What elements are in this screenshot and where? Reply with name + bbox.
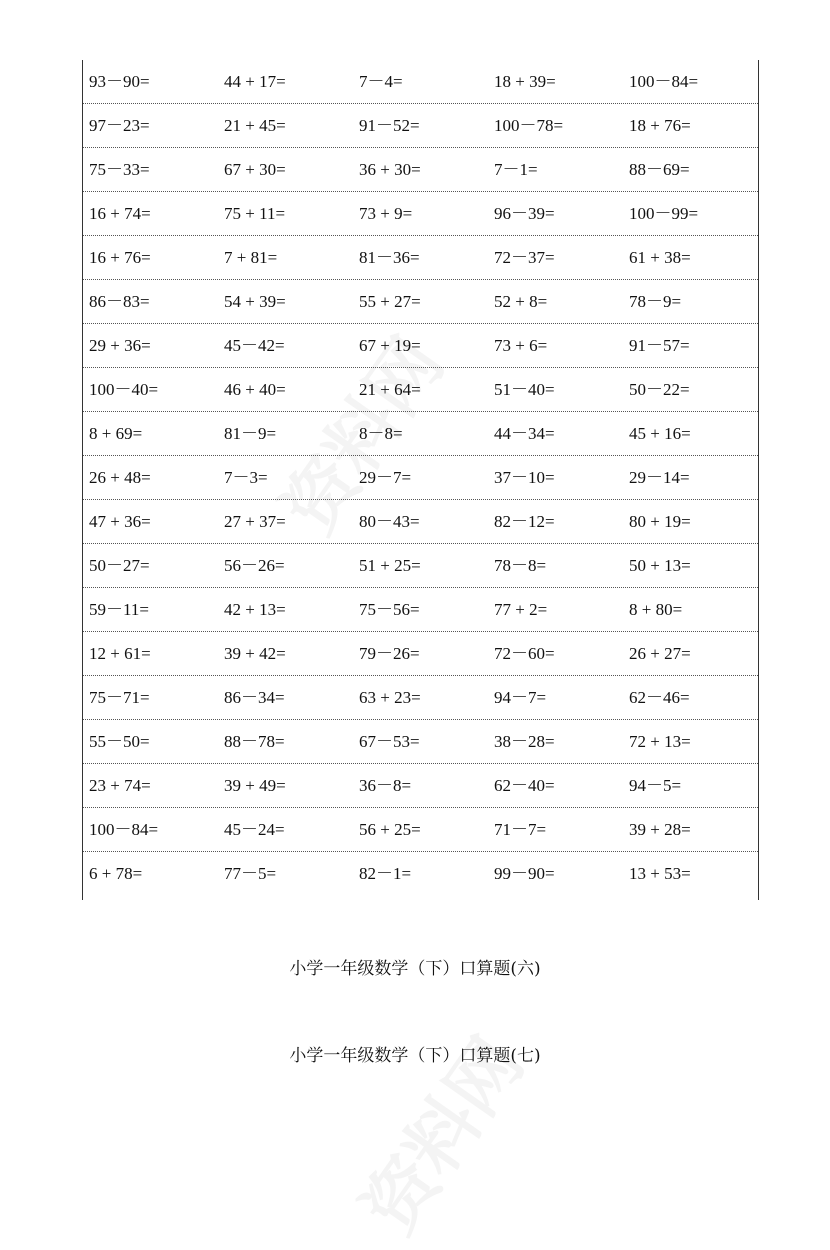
problem-cell: 26 + 27= — [629, 644, 691, 663]
table-row — [83, 632, 758, 676]
problem-cell: 72 + 13= — [629, 732, 691, 751]
problem-cell: 91－52= — [359, 116, 420, 135]
problem-cell: 81－36= — [359, 248, 420, 267]
problem-cell: 38－28= — [494, 732, 555, 751]
problem-cell: 100－78= — [494, 116, 564, 135]
problem-cell: 73 + 9= — [359, 204, 413, 223]
problem-cell: 54 + 39= — [224, 292, 286, 311]
problem-cell: 88－69= — [629, 160, 690, 179]
problem-cell: 44－34= — [494, 424, 555, 443]
problem-cell: 26 + 48= — [89, 468, 151, 487]
problem-cell: 96－39= — [494, 204, 555, 223]
problem-cell: 50 + 13= — [629, 556, 691, 575]
problem-cell: 80－43= — [359, 512, 420, 531]
problem-cell: 16 + 76= — [89, 248, 151, 267]
problem-cell: 78－9= — [629, 292, 682, 311]
table-row — [83, 544, 758, 588]
problem-cell: 82－1= — [359, 864, 412, 883]
table-row — [83, 104, 758, 148]
problem-cell: 88－78= — [224, 732, 285, 751]
problem-cell: 82－12= — [494, 512, 555, 531]
problem-cell: 29－14= — [629, 468, 690, 487]
section-heading-six: 小学一年级数学（下）口算题(六) — [289, 959, 541, 979]
problem-cell: 36－8= — [359, 776, 412, 795]
table-row — [83, 192, 758, 236]
problem-cell: 55 + 27= — [359, 292, 421, 311]
problem-cell: 81－9= — [224, 424, 277, 443]
problem-cell: 27 + 37= — [224, 512, 286, 531]
problem-cell: 55－50= — [89, 732, 150, 751]
problem-cell: 67 + 30= — [224, 160, 286, 179]
problem-cell: 21 + 64= — [359, 380, 421, 399]
problem-cell: 77－5= — [224, 864, 277, 883]
problem-cell: 62－40= — [494, 776, 555, 795]
problem-cell: 7 + 81= — [224, 248, 278, 267]
problem-cell: 100－84= — [629, 72, 699, 91]
problem-cell: 100－40= — [89, 380, 159, 399]
problem-cell: 100－84= — [89, 820, 159, 839]
table-row — [83, 676, 758, 720]
section-heading-seven: 小学一年级数学（下）口算题(七) — [289, 1046, 541, 1066]
problem-cell: 59－11= — [89, 600, 149, 619]
problem-cell: 80 + 19= — [629, 512, 691, 531]
table-row — [83, 412, 758, 456]
table-row — [83, 720, 758, 764]
table-row — [83, 588, 758, 632]
problem-cell: 50－27= — [89, 556, 150, 575]
problem-cell: 52 + 8= — [494, 292, 548, 311]
problem-cell: 93－90= — [89, 72, 150, 91]
problem-cell: 23 + 74= — [89, 776, 151, 795]
table-row — [83, 456, 758, 500]
problem-cell: 46 + 40= — [224, 380, 286, 399]
table-row — [83, 368, 758, 412]
problem-cell: 47 + 36= — [89, 512, 151, 531]
problem-cell: 86－34= — [224, 688, 285, 707]
table-row — [83, 500, 758, 544]
table-row — [83, 236, 758, 280]
problem-cell: 29－7= — [359, 468, 412, 487]
problem-cell: 44 + 17= — [224, 72, 286, 91]
problem-cell: 75 + 11= — [224, 204, 286, 223]
problem-cell: 39 + 28= — [629, 820, 691, 839]
problem-cell: 75－56= — [359, 600, 420, 619]
problem-cell: 12 + 61= — [89, 644, 151, 663]
problem-cell: 67 + 19= — [359, 336, 421, 355]
problem-cell: 39 + 42= — [224, 644, 286, 663]
problem-cell: 50－22= — [629, 380, 690, 399]
table-row — [83, 808, 758, 852]
arithmetic-table — [82, 60, 759, 900]
problem-cell: 8 + 80= — [629, 600, 683, 619]
problem-cell: 94－7= — [494, 688, 547, 707]
problem-cell: 51 + 25= — [359, 556, 421, 575]
problem-cell: 16 + 74= — [89, 204, 151, 223]
problem-cell: 45 + 16= — [629, 424, 691, 443]
table-row — [83, 60, 758, 104]
problem-cell: 91－57= — [629, 336, 690, 355]
problem-cell: 86－83= — [89, 292, 150, 311]
problem-cell: 39 + 49= — [224, 776, 286, 795]
problem-cell: 37－10= — [494, 468, 555, 487]
problem-cell: 36 + 30= — [359, 160, 421, 179]
problem-cell: 62－46= — [629, 688, 690, 707]
problem-cell: 100－99= — [629, 204, 699, 223]
problem-cell: 72－37= — [494, 248, 555, 267]
problem-cell: 56 + 25= — [359, 820, 421, 839]
problem-cell: 42 + 13= — [224, 600, 286, 619]
problem-cell: 72－60= — [494, 644, 555, 663]
problem-cell: 78－8= — [494, 556, 547, 575]
problem-cell: 75－33= — [89, 160, 150, 179]
problem-cell: 7－3= — [224, 468, 268, 487]
problem-cell: 99－90= — [494, 864, 555, 883]
problem-cell: 73 + 6= — [494, 336, 548, 355]
problem-cell: 29 + 36= — [89, 336, 151, 355]
problem-cell: 13 + 53= — [629, 864, 691, 883]
problem-cell: 6 + 78= — [89, 864, 143, 883]
problem-cell: 8 + 69= — [89, 424, 143, 443]
problem-cell: 18 + 76= — [629, 116, 691, 135]
problem-cell: 7－4= — [359, 72, 403, 91]
problem-cell: 7－1= — [494, 160, 538, 179]
table-row — [83, 324, 758, 368]
problem-cell: 8－8= — [359, 424, 403, 443]
problem-cell: 75－71= — [89, 688, 150, 707]
problem-cell: 51－40= — [494, 380, 555, 399]
problem-cell: 18 + 39= — [494, 72, 556, 91]
problem-cell: 45－42= — [224, 336, 285, 355]
table-row — [83, 280, 758, 324]
problem-cell: 45－24= — [224, 820, 285, 839]
problem-cell: 21 + 45= — [224, 116, 286, 135]
problem-cell: 79－26= — [359, 644, 420, 663]
problem-cell: 77 + 2= — [494, 600, 548, 619]
problem-cell: 56－26= — [224, 556, 285, 575]
problem-cell: 97－23= — [89, 116, 150, 135]
problem-cell: 61 + 38= — [629, 248, 691, 267]
table-row — [83, 852, 758, 896]
table-row — [83, 148, 758, 192]
problem-cell: 94－5= — [629, 776, 682, 795]
problem-cell: 63 + 23= — [359, 688, 421, 707]
table-row — [83, 764, 758, 808]
problem-cell: 67－53= — [359, 732, 420, 751]
problem-cell: 71－7= — [494, 820, 547, 839]
